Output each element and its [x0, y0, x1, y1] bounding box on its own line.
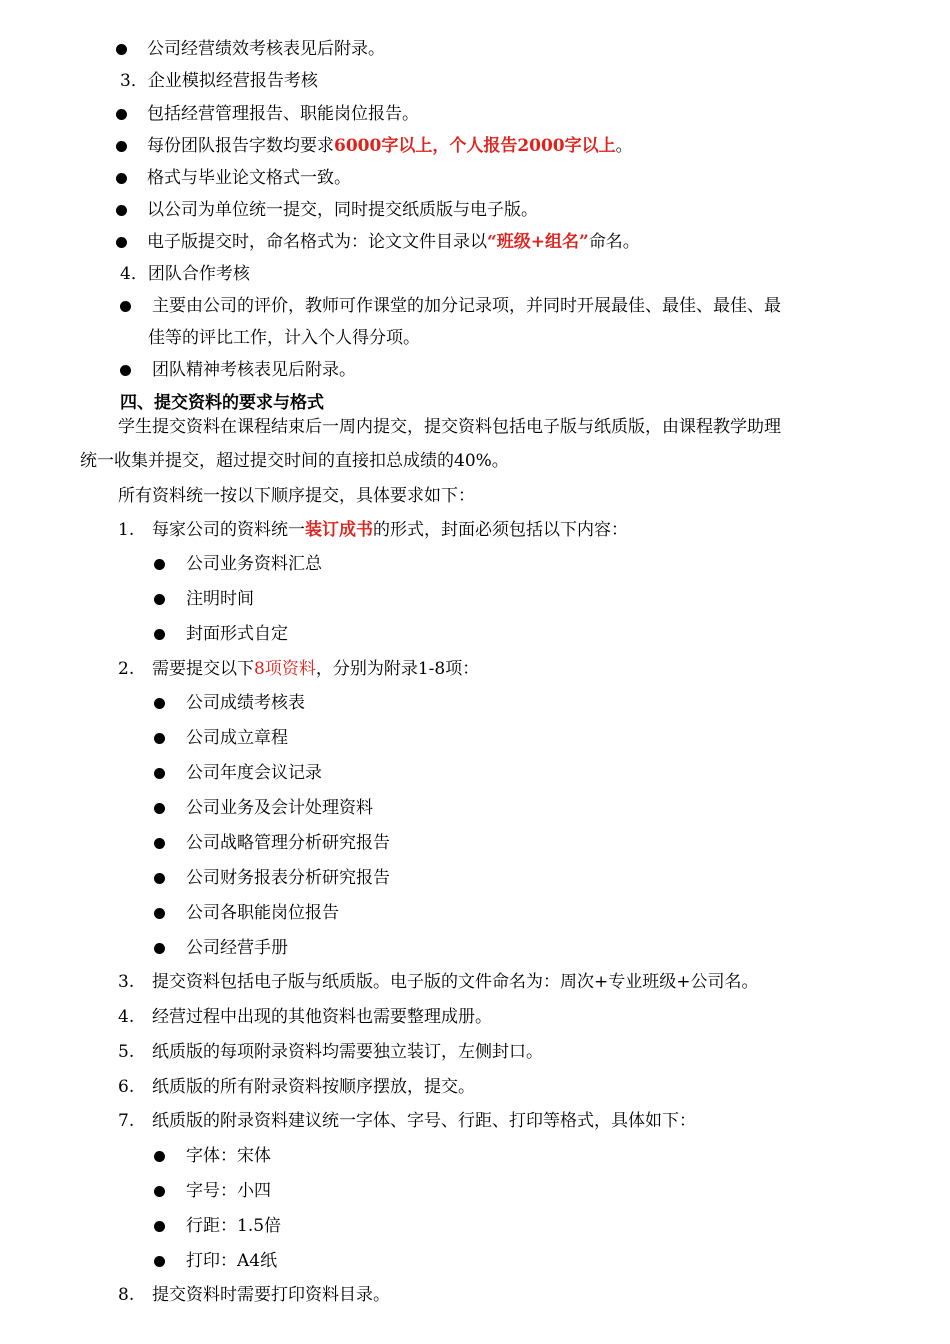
sub-bullet-text: 打印：A4纸: [186, 1251, 278, 1271]
bullet-text-post: 命名。: [588, 232, 640, 252]
list-number: 4.: [118, 1007, 135, 1027]
bullet-icon: [154, 838, 165, 849]
bullet-text-post: 。: [615, 136, 633, 156]
bullet-text-pre: 电子版提交时，命名格式为：论文文件目录以: [147, 232, 487, 252]
bullet-icon: [154, 629, 165, 640]
bullet-text: 包括经营管理报告、职能岗位报告。: [147, 104, 419, 124]
bullet-icon: [154, 873, 165, 884]
paragraph: 所有资料统一按以下顺序提交，具体要求如下：: [118, 486, 475, 506]
list-number: 5.: [118, 1042, 135, 1062]
bullet-icon: [154, 768, 165, 779]
bullet-icon: [154, 803, 165, 814]
list-number: 8.: [118, 1285, 135, 1305]
list-item-text: 提交资料时需要打印资料目录。: [152, 1285, 390, 1305]
bullet-text: 公司经营绩效考核表见后附录。: [147, 39, 385, 59]
paragraph: 学生提交资料在课程结束后一周内提交，提交资料包括电子版与纸质版，由课程教学助理: [118, 417, 781, 437]
bullet-icon: [154, 594, 165, 605]
bullet-icon: [154, 559, 165, 570]
sub-bullet-text: 公司年度会议记录: [186, 763, 322, 783]
bullet-icon: [116, 109, 127, 120]
list-item-text: 纸质版的每项附录资料均需要独立装订，左侧封口。: [152, 1042, 543, 1062]
list-number: 3.: [118, 972, 135, 992]
sub-bullet-text: 公司财务报表分析研究报告: [186, 868, 390, 888]
list-item-text: 经营过程中出现的其他资料也需要整理成册。: [152, 1007, 492, 1027]
bullet-text: 以公司为单位统一提交，同时提交纸质版与电子版。: [147, 200, 538, 220]
list-item-post: ，分别为附录1-8项：: [315, 659, 480, 679]
list-item-text: 纸质版的所有附录资料按顺序摆放，提交。: [152, 1077, 475, 1097]
sub-bullet-text: 公司成绩考核表: [186, 693, 305, 713]
bullet-text-pre: 每份团队报告字数均要求: [147, 136, 334, 156]
paragraph-continued: 统一收集并提交，超过提交时间的直接扣总成绩的40%。: [80, 451, 509, 471]
bullet-text: [147, 135, 633, 157]
bullet-icon: [154, 1186, 165, 1197]
bullet-icon: [154, 908, 165, 919]
list-item-text: [152, 658, 479, 680]
bullet-icon: [154, 1256, 165, 1267]
bullet-icon: [154, 1151, 165, 1162]
list-number: 7.: [118, 1111, 135, 1131]
sub-bullet-text: 行距：1.5倍: [186, 1216, 282, 1236]
list-item-pre: 需要提交以下: [152, 659, 254, 679]
sub-bullet-text: 注明时间: [186, 589, 254, 609]
bullet-text: 团队精神考核表见后附录。: [152, 360, 356, 380]
highlight-text: “班级+组名”: [487, 232, 589, 252]
list-item-post: 的形式，封面必须包括以下内容：: [373, 520, 628, 540]
bullet-icon: [116, 141, 127, 152]
bullet-text: 主要由公司的评价，教师可作课堂的加分记录项，并同时开展最佳、最佳、最佳、最: [152, 296, 781, 316]
sub-bullet-text: 字号：小四: [186, 1181, 271, 1201]
bullet-icon: [116, 173, 127, 184]
list-item-pre: 每家公司的资料统一: [152, 520, 305, 540]
subsection-heading: 3．企业模拟经营报告考核: [120, 71, 318, 91]
bullet-icon: [116, 205, 127, 216]
sub-bullet-text: 公司业务及会计处理资料: [186, 798, 373, 818]
bullet-icon: [154, 733, 165, 744]
sub-bullet-text: 公司经营手册: [186, 938, 288, 958]
sub-bullet-text: 封面形式自定: [186, 624, 288, 644]
bullet-icon: [116, 237, 127, 248]
highlight-text: 装订成书: [305, 520, 373, 540]
sub-bullet-text: 公司业务资料汇总: [186, 554, 322, 574]
list-number: 1.: [118, 520, 135, 540]
sub-bullet-text: 公司各职能岗位报告: [186, 903, 339, 923]
bullet-icon: [116, 44, 127, 55]
bullet-icon: [120, 301, 131, 312]
bullet-icon: [154, 943, 165, 954]
bullet-icon: [120, 365, 131, 376]
list-item-text: [152, 519, 628, 541]
bullet-icon: [154, 1221, 165, 1232]
bullet-text-continued: 佳等的评比工作，计入个人得分项。: [148, 328, 420, 348]
subsection-heading: 4．团队合作考核: [120, 264, 250, 284]
sub-bullet-text: 字体：宋体: [186, 1146, 271, 1166]
bullet-icon: [154, 698, 165, 709]
bullet-text: [147, 231, 640, 253]
sub-bullet-text: 公司成立章程: [186, 728, 288, 748]
list-item-text: 纸质版的附录资料建议统一字体、字号、行距、打印等格式，具体如下：: [152, 1111, 696, 1131]
bullet-text: 格式与毕业论文格式一致。: [147, 168, 351, 188]
list-item-text: 提交资料包括电子版与纸质版。电子版的文件命名为：周次+专业班级+公司名。: [152, 972, 759, 992]
section-title: 四、提交资料的要求与格式: [120, 393, 324, 413]
highlight-text: 8项资料: [254, 659, 316, 679]
list-number: 6.: [118, 1077, 135, 1097]
list-number: 2.: [118, 659, 135, 679]
sub-bullet-text: 公司战略管理分析研究报告: [186, 833, 390, 853]
highlight-text: 6000字以上，个人报告2000字以上: [334, 136, 616, 156]
